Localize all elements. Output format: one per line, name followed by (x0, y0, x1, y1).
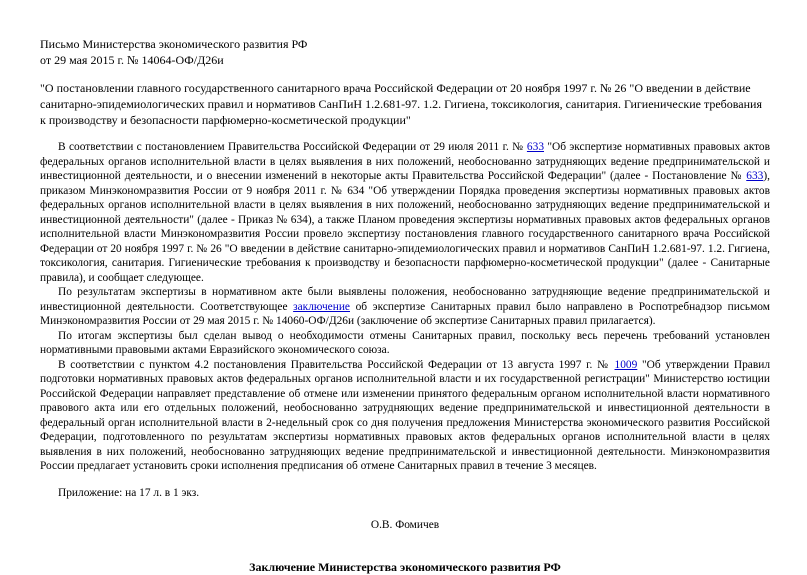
document-page (40, 36, 770, 575)
heading-line-2: от 29 мая 2015 г. № 14064-ОФ/Д26и (40, 53, 224, 67)
paragraph-2 (40, 285, 770, 329)
letter-body (40, 140, 770, 474)
paragraph-4-part-a: В соответствии с пунктом 4.2 постановления Правительства Российской Федерации от 13 августа 1997 г. № (58, 358, 615, 371)
link-resolution-633-ref[interactable]: 633 (746, 170, 764, 182)
link-resolution-1009[interactable]: 1009 (614, 358, 638, 371)
attachment-note: Приложение: на 17 л. в 1 экз. (58, 486, 200, 499)
paragraph-2-part-a: По результатам экспертизы в нормативном акте были выявлены положения, необоснованно затрудняющие ведение предпринимательской и инвестиционной деятельности. Соответствующее (40, 286, 770, 313)
paragraph-4-part-b: "Об утверждении Правил подготовки нормативных правовых актов федеральных органов исполнительной власти и их государственной регистрации" Министерство юстиции Российской Федерации направляет представление об отмене или изменении принятого федеральным органом исполнительной власти нормативного правового акта или его отдельных положений, необоснованно затрудняющих ведение предпринимательской и инвестиционной деятельности в федеральный орган исполнительной власти в 2-недельный срок со дня получения предложения Министерства экономического развития Российской Федерации, подготовленного по результатам экспертизы нормативных правовых актов федеральных органов исполнительной власти в целях выявления в них положений, необоснованно затрудняющих ведение предпринимательской и инвестиционной деятельности. Минэкономразвития России предлагает установить сроки исполнения предписания об отмене Санитарных правил в течение 3 месяцев. (40, 358, 771, 472)
letter-heading (40, 36, 770, 68)
paragraph-1-part-b: "Об экспертизе нормативных правовых актов федеральных органов исполнительной власти в целях выявления в них положений, необоснованно затрудняющих ведение предпринимательской и инвестиционной деятельности, и о внесении изменений в некоторые акты Правительства Российской Федерации" (далее - Постановление № (40, 141, 771, 182)
paragraph-4 (40, 358, 770, 474)
paragraph-1-part-c: ), приказом Минэкономразвития России от 9 ноября 2011 г. № 634 "Об утверждении Порядка проведения экспертизы нормативных правовых актов федеральных органов исполнительной власти в целях выявления в них положений, необоснованно затрудняющих ведение предпринимательской и инвестиционной деятельности" (далее - Приказ № 634), а также Планом проведения экспертизы нормативных правовых актов федеральных органов исполнительной власти Минэкономразвития России провело экспертизу постановления главного государственного санитарного врача Российской Федерации от 20 ноября 1997 г. № 26 "О введении в действие санитарно-эпидемиологических правил и нормативов СанПиН 1.2.681-97. 1.2. Гигиена, токсикология, санитария. Гигиенические требования к производству и безопасности парфюмерно-косметической продукции" (далее - Санитарные правила), и сообщает следующее. (40, 170, 770, 284)
conclusion-title: Заключение Министерства экономического развития РФ (249, 559, 561, 574)
paragraph-2-part-b: об экспертизе Санитарных правил было направлено в Роспотребнадзор письмом Минэкономразвития России от 29 мая 2015 г. № 14060-ОФ/Д26и (заключение об экспертизе Санитарных правил прилагается). (40, 300, 770, 327)
link-conclusion[interactable]: заключение (293, 300, 350, 313)
paragraph-1 (40, 140, 770, 285)
letter-subject: "О постановлении главного государственного санитарного врача Российской Федерации от 20 ноября 1997 г. № 26 "О введении в действие санитарно-эпидемиологических правил и нормативов СанПиН 1.2.681-97. 1.2. Гигиена, токсикология, санитария. Гигиенические требования к производству и безопасности парфюмерно-косметической продукции" (40, 81, 762, 127)
link-resolution-633[interactable]: 633 (526, 141, 545, 153)
paragraph-1-part-a: В соответствии с постановлением Правительства Российской Федерации от 29 июля 2011 г. № (58, 141, 527, 153)
heading-line-1: Письмо Министерства экономического развития РФ (40, 37, 308, 51)
signature: О.В. Фомичев (370, 519, 440, 531)
paragraph-3: По итогам экспертизы был сделан вывод о необходимости отмены Санитарных правил, поскольку весь перечень требований установлен нормативными правовыми актами Евразийского экономического союза. (40, 329, 770, 356)
